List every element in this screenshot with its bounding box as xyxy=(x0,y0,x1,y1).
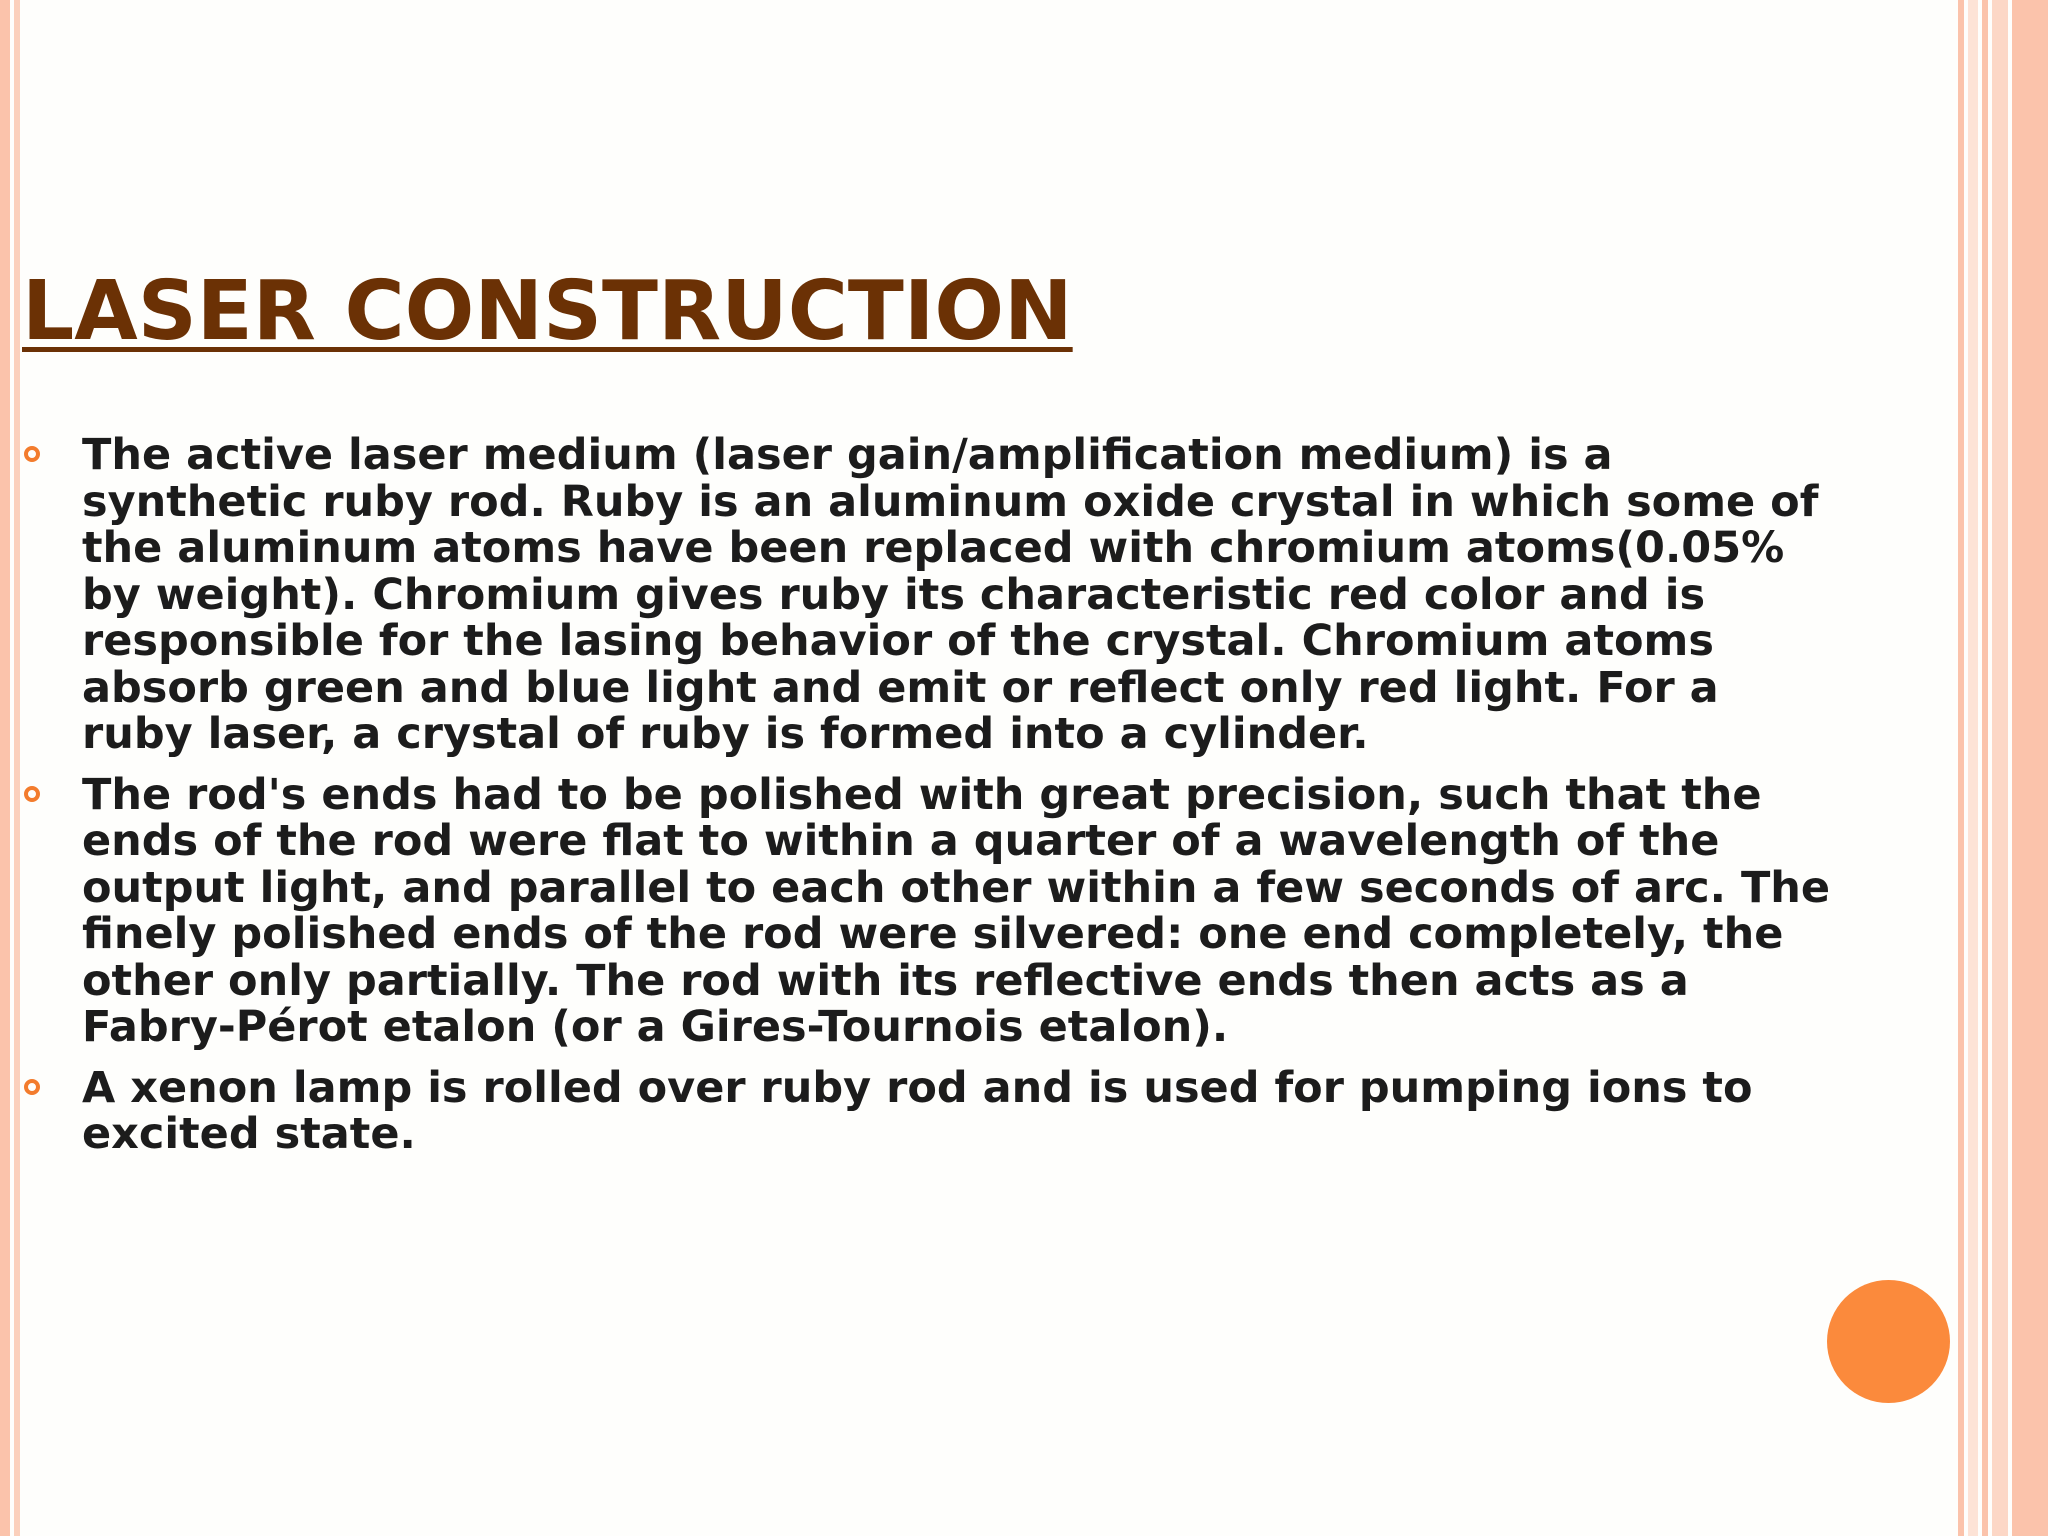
right-border-stripe-4 xyxy=(1992,0,2008,1536)
slide-title: LASER CONSTRUCTION xyxy=(22,264,1073,359)
right-border-stripe-1 xyxy=(1958,0,1964,1536)
hollow-circle-bullet-icon xyxy=(24,786,40,802)
bullet-list xyxy=(22,432,1832,1172)
bullet-item xyxy=(22,769,1832,1052)
right-border-stripe-3 xyxy=(1982,0,1988,1536)
bullet-text: The active laser medium (laser gain/amplification medium) is a synthetic ruby rod. Ruby is an aluminum oxide crystal in which some of the aluminum atoms have been replaced with chromium atoms(0.05% by weight). Chromium gives ruby its characteristic red color and is responsible for the lasing behavior of the crystal. Chromium atoms absorb green and blue light and emit or reflect only red light. For a ruby laser, a crystal of ruby is formed into a cylinder. xyxy=(82,430,1819,759)
bullet-text: A xenon lamp is rolled over ruby rod and is used for pumping ions to excited state. xyxy=(82,1062,1753,1159)
right-border-stripe-2 xyxy=(1968,0,1978,1536)
left-border-stripe-inner xyxy=(14,0,20,1536)
hollow-circle-bullet-icon xyxy=(24,1079,40,1095)
orange-circle-decoration xyxy=(1827,1280,1950,1403)
left-border-stripe xyxy=(0,0,10,1536)
right-border-stripe-5 xyxy=(2012,0,2048,1536)
bullet-text: The rod's ends had to be polished with great precision, such that the ends of the rod were flat to within a quarter of a wavelength of the output light, and parallel to each other within a few seconds of arc. The finely polished ends of the rod were silvered: one end completely, the other only partially. The rod with its reflective ends then acts as a Fabry-Pérot etalon (or a Gires-Tournois etalon). xyxy=(82,769,1831,1052)
hollow-circle-bullet-icon xyxy=(24,446,40,462)
bullet-item xyxy=(22,432,1832,758)
bullet-item xyxy=(22,1062,1832,1159)
